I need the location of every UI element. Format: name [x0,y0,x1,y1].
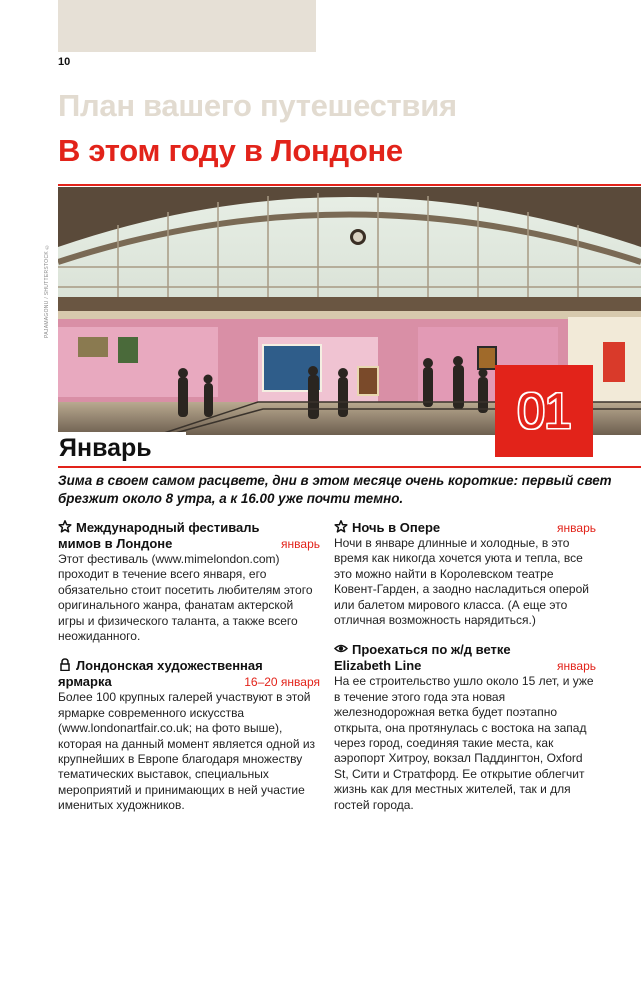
event-title-line1: Ночь в Опере [352,520,441,535]
event-title-line1: Проехаться по ж/д ветке [352,642,511,658]
event-title [334,520,596,536]
right-column [334,520,596,827]
event-item [334,642,596,813]
eye-icon [334,642,348,655]
event-item [58,658,320,813]
section-kicker: План вашего путешествия [58,88,457,123]
left-column [58,520,320,828]
event-date: январь [557,521,596,535]
event-date: январь [281,537,320,551]
event-title-line1: Лондонская художественная [76,658,263,674]
event-date: 16–20 января [244,675,320,690]
event-title [58,658,320,690]
photo-credit: PAJAMAGONU / SHUTTERSTOCK © [44,242,50,338]
event-title-line2: мимов в Лондоне [58,536,173,551]
page-number: 10 [58,56,71,68]
month-number: 01 [517,383,571,439]
month-lead: Зима в своем самом расцвете, дни в этом месяце очень короткие: первый свет брезжит около 8 утра, а к 16.00 уже почти темно. [58,473,612,506]
star-icon [334,520,348,533]
star-icon [58,520,72,533]
event-title-line2: ярмарка [58,674,112,690]
event-item [58,520,320,644]
page-title: В этом году в Лондоне [58,133,403,168]
month-heading: Январь [59,434,152,462]
event-item [334,520,596,628]
month-rule [58,466,641,468]
event-description: Ночи в январе длинные и холодные, в это время как никогда хочется уюта и тепла, все это можно найти в Королевском театре Ковент-Гарден, а заодно насладиться оперой или балетом мирового класса. (А еще это отличная возможность нарядиться.) [334,536,589,628]
event-title-line1: Международный фестиваль [76,520,260,535]
month-number-badge [495,365,593,457]
event-title-line2: Elizabeth Line [334,658,422,674]
top-color-band [58,0,316,52]
event-title [58,520,320,552]
event-description: Этот фестиваль (www.mimelondon.com) проходит в течение всего января, его обязательно стоит посетить любителям этого оригинального жанра, фанатам актерской игры и физического таланта, а также всего неожиданного. [58,552,313,644]
event-description: Более 100 крупных галерей участвуют в этой ярмарке современного искусства (www.londonartfair.co.uk; на фото выше), которая на данный момент является одной из крупнейших в Европе благодаря множеству тематических выставок, специальных мероприятий и принимающих в ней участие именитых художников. [58,690,316,813]
event-title [334,642,596,674]
event-description: На ее строительство ушло около 15 лет, и уже в течение этого года эта новая железнодорожная ветка будет поэтапно открыта, она протянулась с востока на запад через город, соединяя такие места, как аэропорт Хитроу, вокзал Паддингтон, Oxford St, Сити и Стратфорд. Ее открытие облегчит жизнь как для местных жителей, так и для гостей города. [334,674,594,812]
event-date: январь [557,659,596,674]
lock-icon [58,658,72,671]
title-rule [58,184,641,186]
